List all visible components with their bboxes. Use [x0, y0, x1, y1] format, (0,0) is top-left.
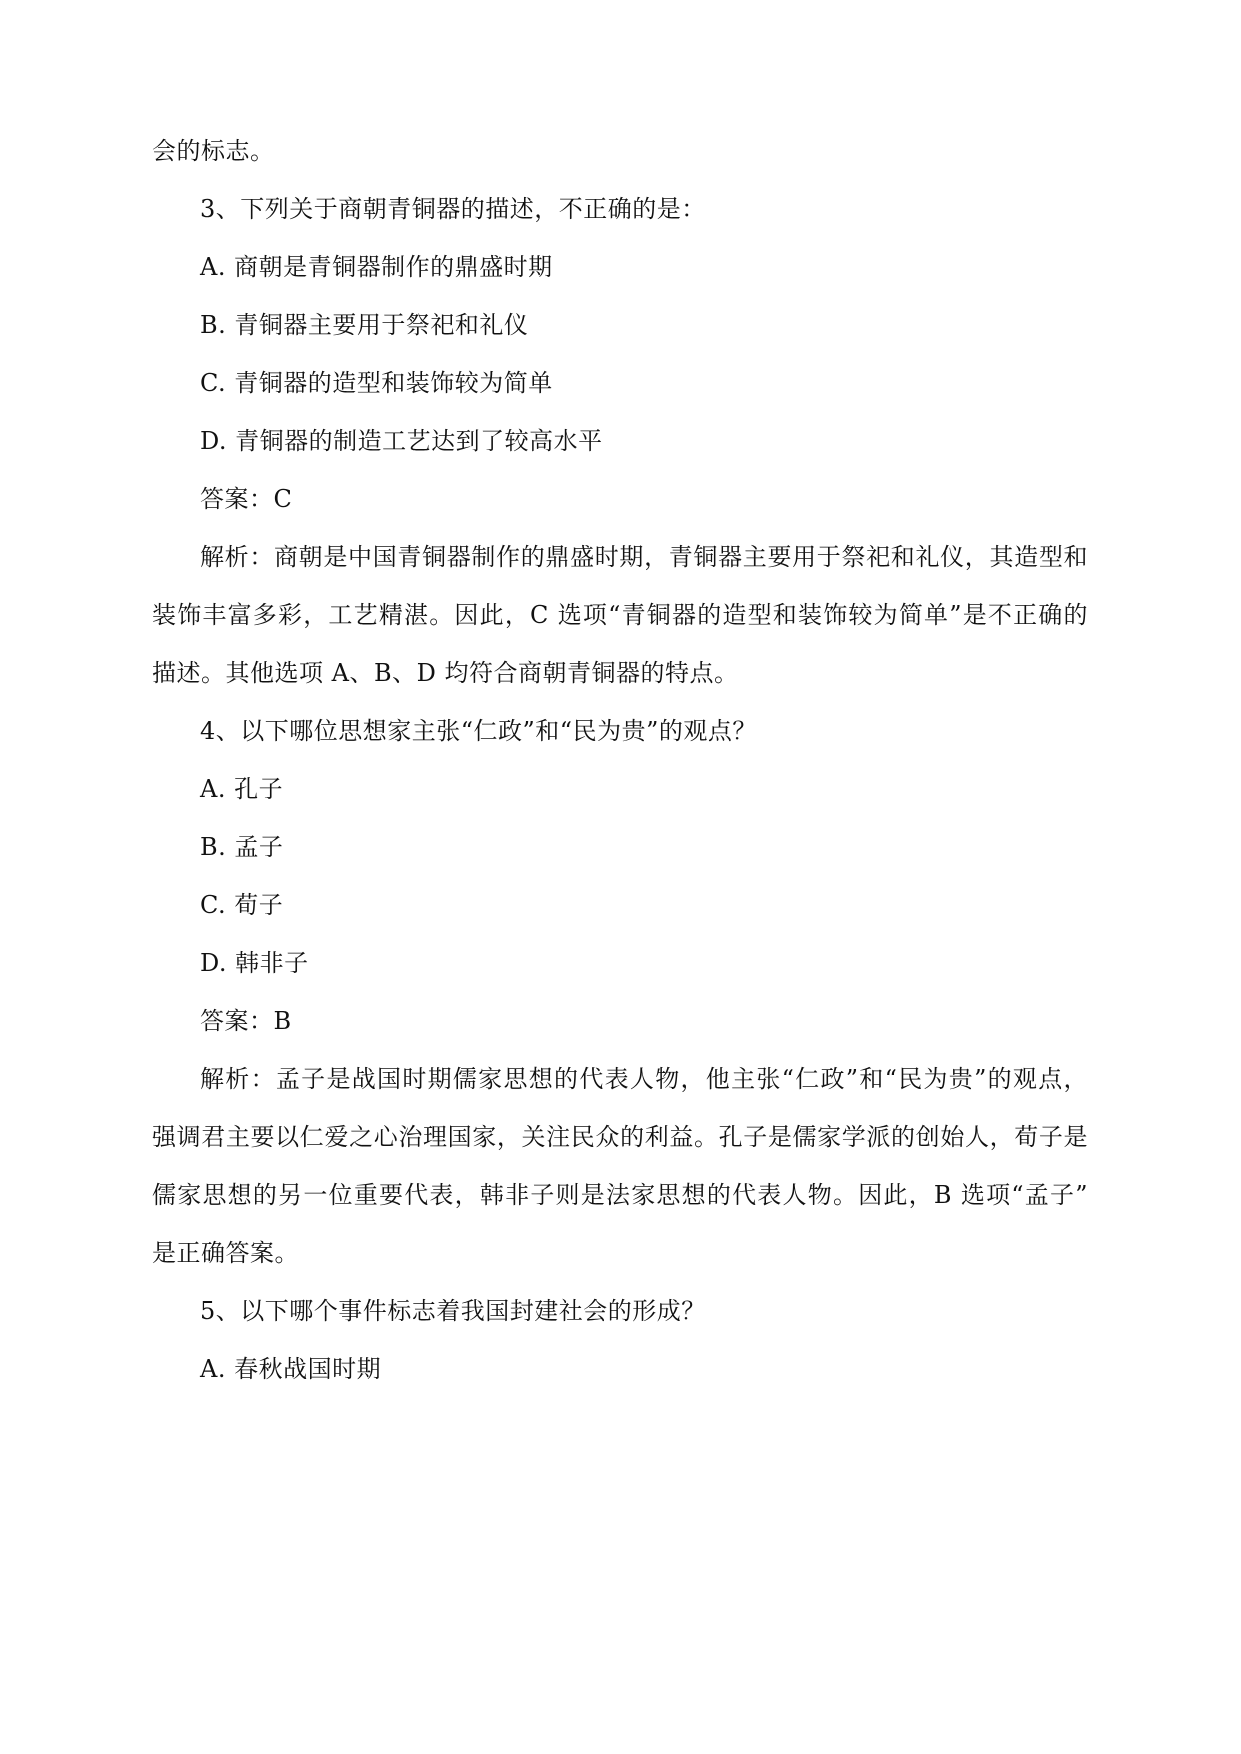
- q4-explanation-line-4: 是正确答案。: [152, 1239, 299, 1267]
- q4-option-a: A. 孔子: [200, 775, 284, 803]
- question-5: 5、以下哪个事件标志着我国封建社会的形成？: [200, 1297, 706, 1325]
- q4-explanation-line-1: 解析：孟子是战国时期儒家思想的代表人物，他主张“仁政”和“民为贵”的观点，: [200, 1065, 1088, 1093]
- question-3: 3、下列关于商朝青铜器的描述，不正确的是：: [200, 195, 706, 223]
- q4-explanation-line-2: 强调君主要以仁爱之心治理国家，关注民众的利益。孔子是儒家学派的创始人，荀子是: [152, 1123, 1088, 1151]
- q3-explanation-line-3: 描述。其他选项 A、B、D 均符合商朝青铜器的特点。: [152, 659, 739, 687]
- q4-answer: 答案：B: [200, 1007, 292, 1035]
- q3-explanation-line-2: 装饰丰富多彩，工艺精湛。因此，C 选项“青铜器的造型和装饰较为简单”是不正确的: [152, 601, 1088, 629]
- q3-option-a: A. 商朝是青铜器制作的鼎盛时期: [200, 253, 553, 281]
- q3-answer: 答案：C: [200, 485, 293, 513]
- q4-option-c: C. 荀子: [200, 891, 284, 919]
- q3-option-d: D. 青铜器的制造工艺达到了较高水平: [200, 427, 603, 455]
- q4-option-d: D. 韩非子: [200, 949, 309, 977]
- q3-option-b: B. 青铜器主要用于祭祀和礼仪: [200, 311, 529, 339]
- continuation-text: 会的标志。: [152, 137, 275, 165]
- q3-explanation-line-1: 解析：商朝是中国青铜器制作的鼎盛时期，青铜器主要用于祭祀和礼仪，其造型和: [200, 543, 1088, 571]
- q3-option-c: C. 青铜器的造型和装饰较为简单: [200, 369, 553, 397]
- question-4: 4、以下哪位思想家主张“仁政”和“民为贵”的观点？: [200, 717, 757, 745]
- q4-explanation-line-3: 儒家思想的另一位重要代表，韩非子则是法家思想的代表人物。因此，B 选项“孟子”: [152, 1181, 1088, 1209]
- q5-option-a: A. 春秋战国时期: [200, 1355, 382, 1383]
- q4-option-b: B. 孟子: [200, 833, 284, 861]
